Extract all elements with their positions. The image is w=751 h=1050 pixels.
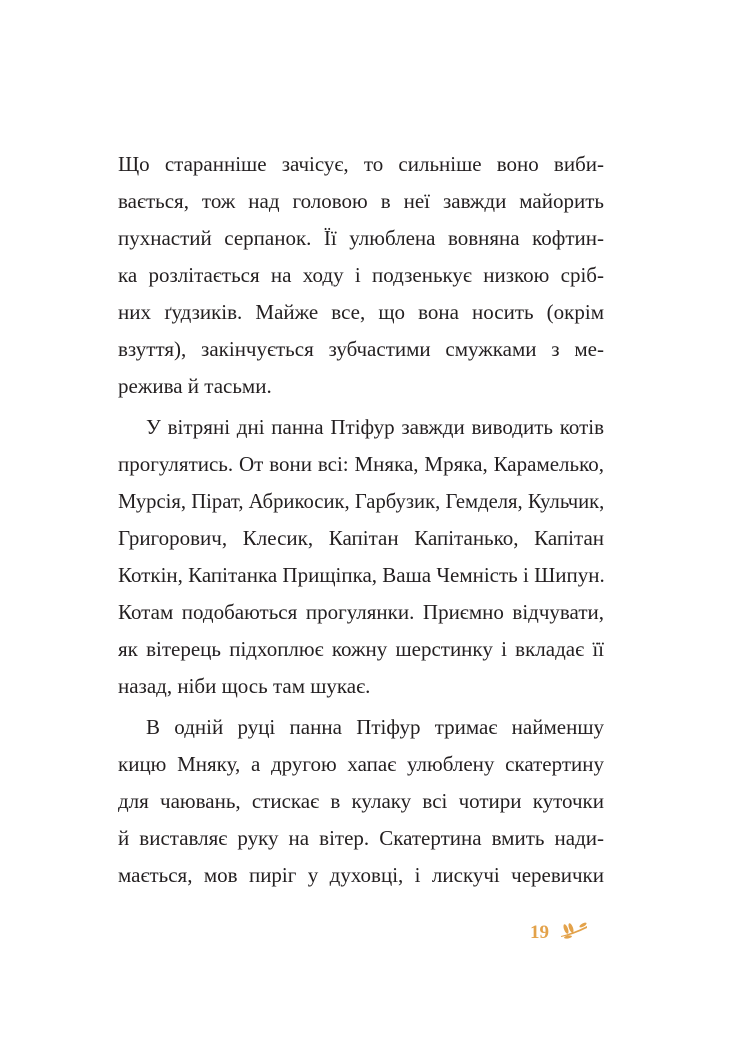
text-line: назад, ніби щось там шукає. — [118, 674, 371, 698]
body-text — [118, 146, 604, 898]
text-line: взуття), закінчується зубчастими смужками з ме- — [118, 337, 604, 361]
text-line: мається, мов пиріг у духовці, і лискучі черевички — [118, 863, 604, 887]
text-line: пухнастий серпанок. Її улюблена вовняна кофтин- — [118, 226, 604, 250]
page-number: 19 — [530, 921, 549, 943]
paragraph-1 — [118, 146, 604, 405]
text-line: для чаювань, стискає в кулаку всі чотири куточки — [118, 789, 604, 813]
text-line: В одній руці панна Птіфур тримає найменшу — [146, 715, 604, 739]
wheat-sprig-icon — [559, 920, 589, 945]
text-line: як вітерець підхоплює кожну шерстинку і вкладає її — [118, 637, 604, 661]
text-line: режива й тасьми. — [118, 374, 272, 398]
text-line: кицю Мняку, а другою хапає улюблену скатертину — [118, 752, 604, 776]
text-line: Коткін, Капітанка Прищіпка, Ваша Чемність і Шипун. — [118, 563, 605, 587]
paragraph-2 — [118, 409, 604, 705]
text-line: У вітряні дні панна Птіфур завжди виводить котів — [146, 415, 604, 439]
page-footer — [530, 920, 589, 945]
text-line: вається, тож над головою в неї завжди майорить — [118, 189, 604, 213]
text-line: ка розлітається на ходу і подзенькує низкою сріб- — [118, 263, 604, 287]
text-line: Котам подобаються прогулянки. Приємно відчувати, — [118, 600, 604, 624]
text-line: прогулятись. От вони всі: Мняка, Мряка, Карамелько, — [118, 452, 604, 476]
text-line: Мурсія, Пірат, Абрикосик, Гарбузик, Гемделя, Кульчик, — [118, 489, 605, 513]
text-line: й виставляє руку на вітер. Скатертина вмить нади- — [118, 826, 604, 850]
paragraph-3 — [118, 709, 604, 894]
text-line: Що старанніше зачісує, то сильніше воно виби- — [118, 152, 604, 176]
text-line: Григорович, Клесик, Капітан Капітанько, Капітан — [118, 526, 604, 550]
text-line: них ґудзиків. Майже все, що вона носить (окрім — [118, 300, 604, 324]
